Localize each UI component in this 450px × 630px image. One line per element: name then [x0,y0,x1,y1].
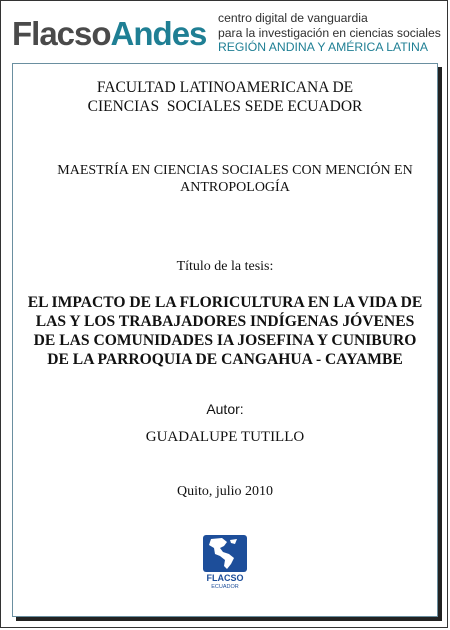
author-label: Autor: [206,401,244,417]
logo-text-ecuador: ECUADOR [211,584,239,590]
flacsoandes-logo [12,14,206,54]
brand-part-andes: Andes [110,15,207,52]
banner-tagline [218,11,441,55]
box-shadow-bottom [16,617,442,621]
flacso-ecuador-logo [200,533,250,591]
program-line-2: ANTROPOLOGÍA [180,180,290,195]
logo-text-flacso: FLACSO [206,573,244,583]
place-date: Quito, julio 2010 [176,484,274,499]
thesis-title [0,293,450,369]
flacsoandes-banner [0,0,450,62]
program-line-1: MAESTRÍA EN CIENCIAS SOCIALES CON MENCIÓN EN [57,163,413,178]
thesis-title-line-3: DE LAS COMUNIDADES IA JOSEFINA Y CUNIBURO [33,332,417,349]
tagline-line-3: REGIÓN ANDINA Y AMÉRICA LATINA [218,40,428,54]
author-name: GUADALUPE TUTILLO [145,429,305,445]
tagline-line-2: para la investigación en ciencias sociales [218,25,441,40]
tagline-line-1: centro digital de vanguardia [218,11,368,25]
brand-part-flacso: Flacso [12,15,111,52]
thesis-title-line-2: LAS Y LOS TRABAJADORES INDÍGENAS JÓVENES [35,313,415,330]
thesis-title-line-1: EL IMPACTO DE LA FLORICULTURA EN LA VIDA DE [27,294,423,311]
institution-line-1: FACULTAD LATINOAMERICANA DE [96,79,354,96]
institution-heading [0,78,450,116]
institution-line-2: CIENCIAS SOCIALES SEDE ECUADOR [87,98,363,115]
americas-map-logo-icon [200,533,250,591]
thesis-title-label: Título de la tesis: [176,259,274,274]
program-heading [20,162,450,196]
thesis-title-line-4: DE LA PARROQUIA DE CANGAHUA - CAYAMBE [47,351,403,368]
